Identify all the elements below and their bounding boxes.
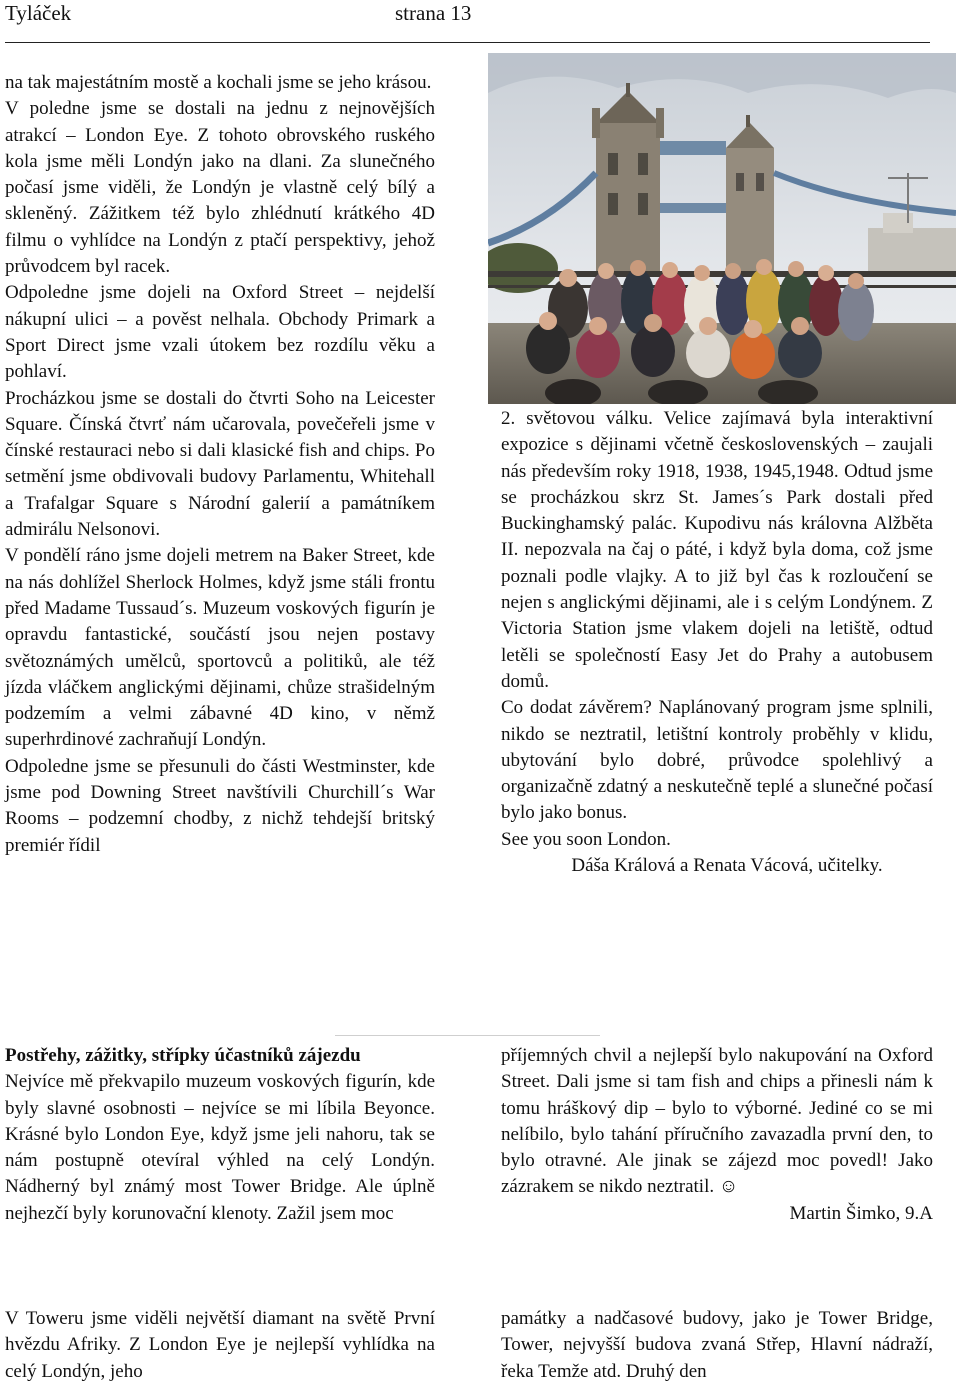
column-2 — [501, 406, 933, 879]
paragraph: Odpoledne jsme se přesunuli do části Westminster, kde jsme pod Downing Street navštívili Churchill´s War Rooms – podzemní chodby, z nichž tehdejší britský premiér řídil — [5, 755, 435, 856]
paragraph: Procházkou jsme se dostali do čtvrti Soho na Leicester Square. Čínská čtvrť nám učarovala, povečeřeli jsme v čínské restauraci nebo si dali klasické fish and chips. Po setmění jsme obdivovali budovy Parlamentu, Whitehall a Trafalgar Square s Národní galerií a památníkem admirálu Nelsonovi. — [5, 387, 435, 541]
paragraph: na tak majestátním mostě a kochali jsme se jeho krásou. — [5, 72, 432, 93]
paragraph: památky a nadčasové budovy, jako je Tower Bridge, Tower, nejvyšší budova zvaná Střep, Hlavní nádraží, řeka Temže atd. Druhý den — [501, 1308, 933, 1382]
paragraph: See you soon London. — [501, 828, 671, 850]
column-5 — [5, 1306, 435, 1385]
paragraph: V poledne jsme se dostali na jednu z nejnovějších atrakcí – London Eye. Z tohoto obrovského ruského kola jsme měli Londýn jako na dlani. Za slunečného počasí jsme viděli, že Londýn je vlastně celý bílý a skleněný. Zážitkem též bylo zhlédnutí krátkého 4D filmu o vyhlídce na Londýn z ptačí perspektivy, jehož průvodcem byl racek. — [5, 98, 435, 278]
section-heading: Postřehy, zážitky, střípky účastníků zájezdu — [5, 1045, 361, 1066]
paragraph: Odpoledne jsme dojeli na Oxford Street – nejdelší nákupní ulici – a pověst nelhala. Obchody Primark a Sport Direct jsme vzali útokem bez rozdílu věku a pohlaví. — [5, 282, 435, 383]
page-number: strana 13 — [395, 1, 472, 25]
paragraph: příjemných chvil a nejlepší bylo nakupování na Oxford Street. Dali jsme si tam fish and chips a přinesli nám k tomu hráškový dip – bylo to výborné. Jediné co se mi nelíbilo, bylo tahání příručního zavazadla první den, to bylo otravné. Ale jinak se zájezd moc povedl! Jako zázrakem se nikdo neztratil. ☺ — [501, 1045, 933, 1198]
header-title: Tyláček — [5, 1, 72, 25]
paragraph: V pondělí ráno jsme dojeli metrem na Baker Street, kde na nás dohlížel Sherlock Holmes, když jsme stáli frontu před Madame Tussaud´s. Muzeum voskových figurín je opravdu fantastické, součástí jsou nejen postavy světoznámých umělců, sportovců a politiků, ale též jízda vláčkem anglickými dějinami, chůze strašidelným podzemím a velmi zábavné 4D kino, v němž superhrdinové zachraňují Londýn. — [5, 545, 435, 751]
paragraph: V Toweru jsme viděli největší diamant na světě První hvězdu Afriky. Z London Eye je nejlepší vyhlídka na celý Londýn, jeho — [5, 1308, 435, 1382]
paragraph: Nejvíce mě překvapilo muzeum voskových figurín, kde byly slavné osobnosti – nejvíce se mi líbila Beyonce. Krásné bylo London Eye, když jsme jeli nahoru, tak se nám postupně otevíral výhled na celý Londýn. Nádherný byl známý most Tower Bridge. Ale úplně nejhezčí byly korunovační klenoty. Zažil jsem moc — [5, 1071, 435, 1224]
tower-bridge-photo — [488, 53, 956, 404]
column-1 — [5, 70, 435, 859]
author-signature: Dáša Králová a Renata Vácová, učitelky. — [571, 855, 883, 877]
column-3 — [5, 1043, 435, 1227]
section-divider — [335, 1035, 600, 1036]
column-6 — [501, 1306, 933, 1385]
student-signature: Martin Šimko, 9.A — [789, 1202, 933, 1224]
paragraph: Co dodat závěrem? Naplánovaný program jsme splnili, nikdo se neztratil, letištní kontroly proběhly v klidu, ubytování bylo dobré, průvodce spolehlivý a organizačně zdatný a neskutečně teplé a slunečné počasí bylo jako bonus. — [501, 697, 933, 824]
paragraph: 2. světovou válku. Velice zajímavá byla interaktivní expozice s dějinami včetně československých – zaujali nás především roky 1918, 1938, 1945,1948. Odtud jsme se procházkou skrz St. James´s Park dostali před Buckinghamský palác. Kupodivu nás královna Alžběta II. nepozvala na čaj o páté, i když byla doma, což jsme poznali podle vlajky. A to již byl čas k rozloučení se nejen s anglickými dějinami, ale i s celým Londýnem. Z Victoria Station jsme vlakem dojeli na letiště, odtud letěli se společností Easy Jet do Prahy a autobusem domů. — [501, 408, 933, 692]
header-rule — [5, 42, 930, 43]
column-4 — [501, 1043, 933, 1227]
